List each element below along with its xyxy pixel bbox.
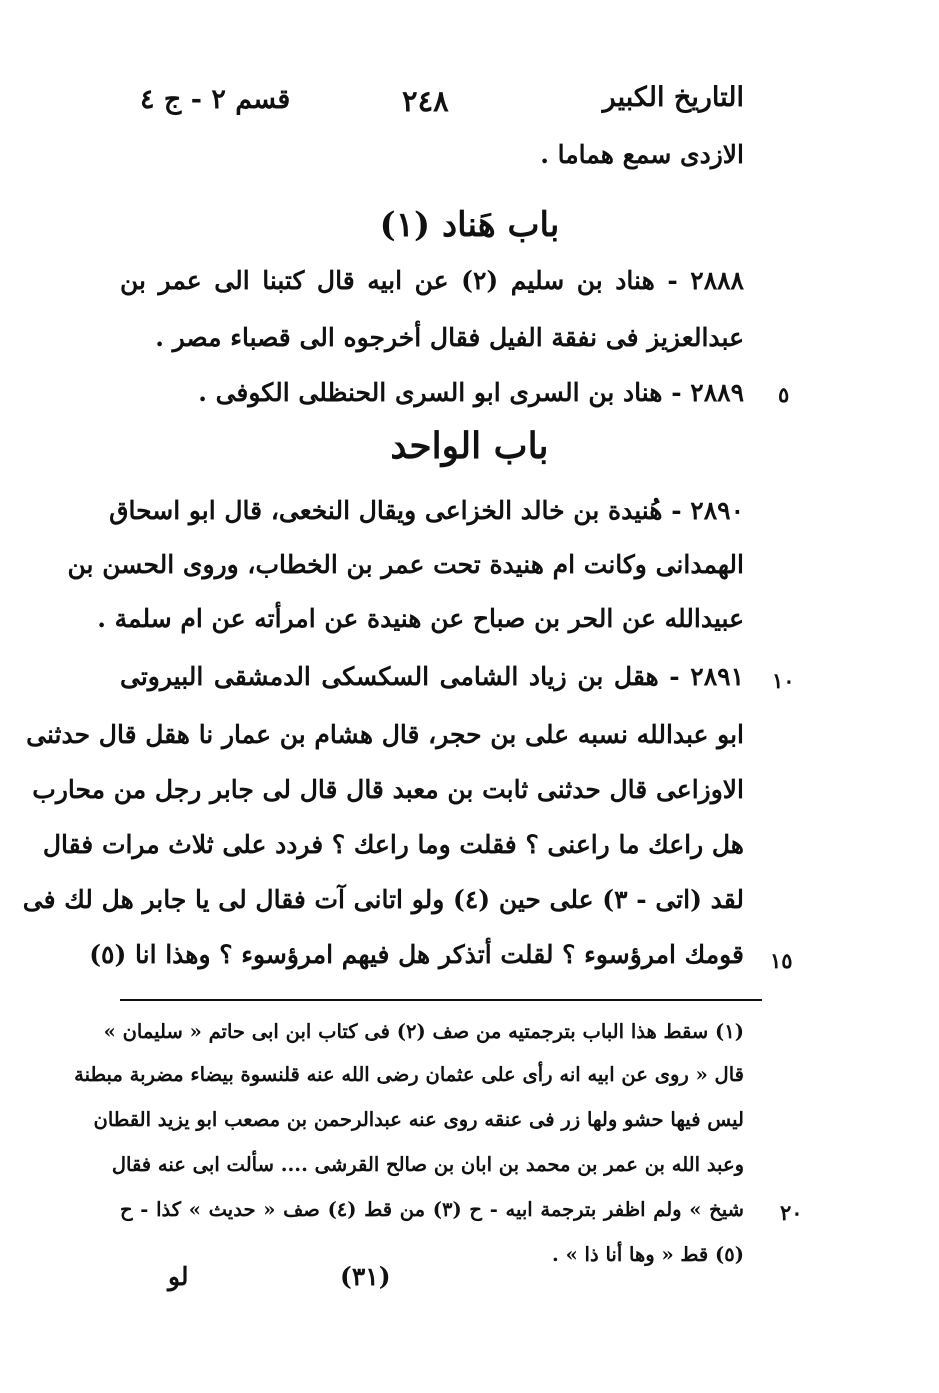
- footnote-line-3: ليس فيها حشو ولها زر فى عنقه روى عنه عبدالرحمن بن مصعب ابو يزيد القطان: [93, 1108, 744, 1131]
- footnote-line-6: (٥) قط « وها أنا ذا » .: [552, 1243, 744, 1266]
- entry-2888-line-2: عبدالعزيز فى نفقة الفيل فقال أخرجوه الى قصباء مصر .: [155, 323, 744, 352]
- intro-line: الازدى سمع هماما .: [540, 140, 744, 169]
- margin-line-number: ٥: [778, 382, 790, 407]
- entry-2891-line-1: ٢٨٩١ - هقل بن زياد الشامى السكسكى الدمشقى البيروتى: [120, 662, 744, 691]
- entry-2889-line-1: ٢٨٨٩ - هناد بن السرى ابو السرى الحنظلى الكوفى .: [198, 378, 744, 407]
- section-heading-waw: باب الواحد: [390, 425, 549, 467]
- entry-2891-line-3: الاوزاعى قال حدثنى ثابت بن معبد قال قال لى جابر رجل من محارب: [32, 775, 744, 804]
- footnote-line-4: وعبد الله بن عمر بن محمد بن ابان بن صالح القرشى .... سألت ابى عنه فقال: [111, 1153, 744, 1176]
- entry-2890-line-1: ٢٨٩٠ - هُنيدة بن خالد الخزاعى ويقال النخعى، قال ابو اسحاق: [109, 496, 744, 525]
- page-number: ٢٤٨: [402, 84, 449, 118]
- entry-2890-line-2: الهمدانى وكانت ام هنيدة تحت عمر بن الخطاب، وروى الحسن بن: [67, 550, 744, 579]
- margin-line-number: ١٠: [772, 668, 795, 693]
- catchword: لو: [168, 1262, 189, 1291]
- section-heading-hannad: باب هَناد (١): [379, 205, 560, 245]
- entry-2890-line-3: عبيدالله عن الحر بن صباح عن هنيدة عن امرأته عن ام سلمة .: [97, 604, 744, 633]
- running-header-title: التاريخ الكبير: [602, 82, 744, 113]
- entry-2888-line-1: ٢٨٨٨ - هناد بن سليم (٢) عن ابيه قال كتبنا الى عمر بن: [120, 266, 744, 295]
- footnote-line-1: (١) سقط هذا الباب بترجمتيه من صف (٢) فى كتاب ابن ابى حاتم « سليمان »: [103, 1020, 744, 1043]
- entry-2891-line-6: قومك امرؤسوء ؟ لقلت أتذكر هل فيهم امرؤسوء ؟ وهذا انا (٥): [89, 940, 744, 969]
- footnote-line-2: قال « روى عن ابيه انه رأى على عثمان رضى الله عنه قلنسوة بيضاء مضربة مبطنة: [74, 1063, 744, 1086]
- margin-line-number: ١٥: [770, 948, 793, 973]
- signature-mark: (٣١): [340, 1262, 391, 1291]
- footnote-separator: [120, 999, 762, 1001]
- running-header-section: قسم ٢ - ج ٤: [140, 84, 291, 115]
- footnote-line-5: شيخ » ولم اظفر بترجمة ابيه - ح (٣) من قط (٤) صف « حديث » كذا - ح: [120, 1198, 744, 1221]
- entry-2891-line-4: هل راعك ما راعنى ؟ فقلت وما راعك ؟ فردد على ثلاث مرات فقال: [42, 830, 744, 859]
- entry-2891-line-5: لقد (اتى - ٣) على حين (٤) ولو اتانى آت فقال لى يا جابر هل لك فى: [22, 885, 744, 914]
- margin-line-number: ٢٠: [780, 1200, 803, 1225]
- entry-2891-line-2: ابو عبدالله نسبه على بن حجر، قال هشام بن عمار نا هقل قال حدثنى: [26, 720, 744, 749]
